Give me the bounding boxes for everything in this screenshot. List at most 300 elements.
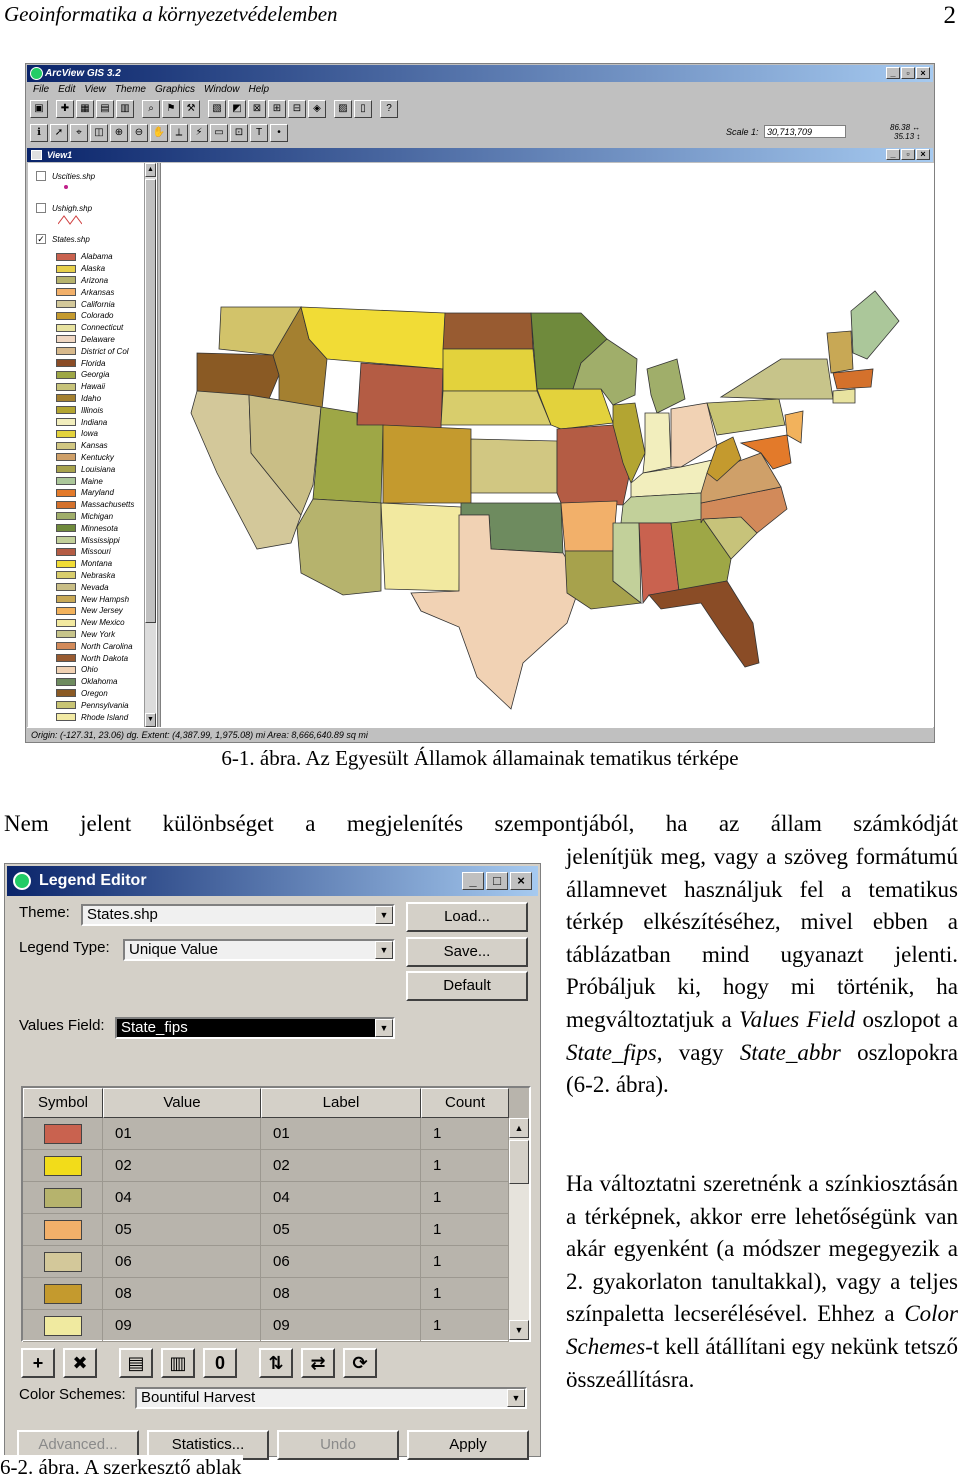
- state-swatch: [56, 265, 76, 273]
- state-swatch: [56, 465, 76, 473]
- pointer-icon[interactable]: ➚: [50, 124, 68, 142]
- column-header-label[interactable]: Label: [261, 1088, 421, 1118]
- save-button[interactable]: Save...: [406, 937, 528, 967]
- label-cell-text: 08: [273, 1285, 290, 1302]
- state-swatch: [56, 630, 76, 638]
- status-bar: Origin: (-127.31, 23.06) dg. Extent: (4,387.99, 1,975.08) mi Area: 8,666,640.89 sq mi: [27, 727, 933, 741]
- view-minimize-button[interactable]: _: [886, 149, 900, 160]
- sort-ascending-icon[interactable]: ▤: [119, 1348, 153, 1378]
- state-legend-item: [56, 629, 115, 641]
- state-label: Rhode Island: [81, 712, 129, 722]
- paragraph-1-text: , vagy: [656, 1039, 724, 1065]
- table-row[interactable]: [23, 1150, 509, 1182]
- state-legend-item: [56, 581, 109, 593]
- legend-table-header: [23, 1088, 509, 1118]
- value-cell[interactable]: [103, 1278, 261, 1309]
- legend-type-value: Unique Value: [129, 941, 218, 958]
- state-legend-item: [56, 310, 113, 322]
- table-row[interactable]: [23, 1118, 509, 1150]
- draw-point-icon[interactable]: •: [270, 124, 288, 142]
- state-label: New Hampsh: [81, 594, 130, 604]
- value-cell-text: 05: [115, 1221, 132, 1238]
- undo-button[interactable]: Undo: [277, 1430, 399, 1460]
- state-label: Arizona: [81, 275, 109, 285]
- state-legend-item: [56, 251, 113, 263]
- legend-type-label: Legend Type:: [19, 939, 110, 956]
- map-display[interactable]: [160, 163, 934, 727]
- zoom-active-icon[interactable]: ◩: [228, 100, 246, 118]
- count-cell[interactable]: [421, 1310, 509, 1341]
- map-state-colorado: [383, 425, 471, 503]
- state-swatch: [56, 300, 76, 308]
- state-legend-item: [56, 475, 103, 487]
- state-legend-item: [56, 522, 118, 534]
- default-button[interactable]: Default: [406, 971, 528, 1001]
- state-swatch: [56, 430, 76, 438]
- legend-editor-title: Legend Editor: [39, 872, 147, 889]
- symbol-swatch[interactable]: [44, 1220, 82, 1240]
- state-label: Georgia: [81, 370, 110, 380]
- map-state-south-dakota: [443, 349, 537, 391]
- value-cell[interactable]: [103, 1118, 261, 1149]
- sort-descending-icon[interactable]: ▥: [161, 1348, 195, 1378]
- state-label: Nebraska: [81, 570, 116, 580]
- theme-ushigh[interactable]: [36, 203, 92, 213]
- locate-icon[interactable]: ⚑: [162, 100, 180, 118]
- null-values-icon[interactable]: 0: [203, 1348, 237, 1378]
- state-swatch: [56, 442, 76, 450]
- theme-name: States.shp: [52, 234, 90, 244]
- state-swatch: [56, 312, 76, 320]
- help-icon[interactable]: ?: [380, 100, 398, 118]
- line-symbol-icon: [58, 215, 82, 225]
- state-legend-item: [56, 334, 115, 346]
- state-swatch: [56, 394, 76, 402]
- emphasis-state-abbr: State_abbr: [739, 1039, 841, 1065]
- symbol-swatch[interactable]: [44, 1252, 82, 1272]
- dropdown-arrow-icon[interactable]: ▼: [375, 906, 393, 924]
- us-states-map: [161, 163, 935, 727]
- label-cell[interactable]: [261, 1182, 421, 1213]
- state-swatch: [56, 524, 76, 532]
- state-swatch: [56, 642, 76, 650]
- area-of-interest-icon[interactable]: ▭: [210, 124, 228, 142]
- scroll-up-arrow-icon[interactable]: ▲: [145, 163, 156, 177]
- emphasis-color-schemes: Color Schemes: [566, 1301, 958, 1359]
- theme-select[interactable]: [81, 904, 395, 926]
- zoom-out-tool-icon[interactable]: ⊖: [130, 124, 148, 142]
- emphasis-values-field: Values Field: [739, 1006, 856, 1032]
- state-swatch: [56, 654, 76, 662]
- state-legend-item: [56, 263, 105, 275]
- state-label: New York: [81, 629, 116, 639]
- table-row[interactable]: [23, 1246, 509, 1278]
- symbol-swatch[interactable]: [44, 1284, 82, 1304]
- state-label: Minnesota: [81, 523, 118, 533]
- state-swatch: [56, 701, 76, 709]
- paragraph-1-continued: [566, 841, 958, 1102]
- color-schemes-select[interactable]: [135, 1387, 527, 1409]
- value-cell-text: 06: [115, 1253, 132, 1270]
- arcview-titlebar: [27, 65, 933, 82]
- state-swatch: [56, 253, 76, 261]
- state-label: Nevada: [81, 582, 109, 592]
- state-legend-item: [56, 699, 129, 711]
- state-swatch: [56, 288, 76, 296]
- state-label: Indiana: [81, 417, 108, 427]
- query-builder-icon[interactable]: ⚒: [182, 100, 200, 118]
- legend-tools: [21, 1348, 377, 1378]
- state-legend-item: [56, 404, 103, 416]
- state-legend-item: [56, 499, 134, 511]
- measure-icon[interactable]: ⟂: [170, 124, 188, 142]
- view-close-button[interactable]: ×: [916, 149, 930, 160]
- tool-bar: [30, 124, 288, 144]
- legend-table-scrollbar[interactable]: [509, 1118, 529, 1340]
- button-bar: [30, 100, 398, 122]
- save-icon[interactable]: ▣: [30, 100, 48, 118]
- theme-uscities[interactable]: [36, 171, 95, 181]
- state-swatch: [56, 359, 76, 367]
- table-icon[interactable]: ▥: [116, 100, 134, 118]
- toc-scrollbar[interactable]: [144, 163, 156, 727]
- theme-states[interactable]: [36, 234, 90, 244]
- legend-type-select[interactable]: [123, 939, 395, 961]
- scroll-thumb[interactable]: [509, 1140, 529, 1184]
- label-cell[interactable]: [261, 1118, 421, 1149]
- theme-checkbox-checked[interactable]: ✓: [37, 234, 45, 244]
- hotlink-icon[interactable]: ⚡: [190, 124, 208, 142]
- symbol-swatch[interactable]: [44, 1188, 82, 1208]
- count-cell[interactable]: [421, 1214, 509, 1245]
- symbol-swatch[interactable]: [44, 1124, 82, 1144]
- dropdown-arrow-icon[interactable]: ▼: [375, 941, 393, 959]
- scroll-down-arrow-icon[interactable]: ▼: [509, 1320, 529, 1340]
- scale-label: Scale 1:: [726, 127, 759, 137]
- value-cell[interactable]: [103, 1150, 261, 1181]
- table-row[interactable]: [23, 1278, 509, 1310]
- color-schemes-value: Bountiful Harvest: [141, 1389, 256, 1406]
- state-legend-item: [56, 440, 108, 452]
- close-button[interactable]: ×: [510, 872, 532, 890]
- paragraph-1-first-line: Nem jelent különbséget a megjelenítés szempontjából, ha az állam számkódját: [4, 811, 958, 836]
- map-state-new-mexico: [381, 503, 461, 591]
- state-label: Florida: [81, 358, 106, 368]
- label-cell[interactable]: [261, 1150, 421, 1181]
- state-label: Louisiana: [81, 464, 116, 474]
- column-header-symbol[interactable]: Symbol: [23, 1088, 103, 1118]
- legend-table: [21, 1086, 531, 1342]
- label-cell[interactable]: [261, 1310, 421, 1341]
- count-cell-text: 1: [433, 1285, 442, 1302]
- scroll-up-arrow-icon[interactable]: ▲: [509, 1118, 529, 1138]
- state-legend-item: [56, 676, 117, 688]
- menu-window[interactable]: Window: [204, 84, 240, 95]
- state-legend-item: [56, 452, 114, 464]
- view-title: View1: [47, 150, 73, 160]
- cursor-coordinates: [890, 123, 920, 141]
- view-window-titlebar: [27, 148, 933, 162]
- delete-class-icon[interactable]: ✖: [63, 1348, 97, 1378]
- symbol-cell[interactable]: [23, 1214, 103, 1245]
- value-cell-text: 04: [115, 1189, 132, 1206]
- value-cell[interactable]: [103, 1182, 261, 1213]
- maximize-button[interactable]: □: [486, 872, 508, 890]
- zoom-out-icon[interactable]: ⊟: [288, 100, 306, 118]
- count-cell-text: 1: [433, 1253, 442, 1270]
- state-swatch: [56, 678, 76, 686]
- state-label: Hawaii: [81, 382, 106, 392]
- map-state-arkansas: [561, 501, 617, 551]
- menu-bar: [27, 82, 933, 98]
- scroll-down-arrow-icon[interactable]: ▼: [145, 713, 156, 727]
- state-label: Delaware: [81, 334, 115, 344]
- state-legend-item: [56, 322, 123, 334]
- theme-properties-icon[interactable]: ▦: [76, 100, 94, 118]
- paragraph-2-text: Ha változtatni szeretnénk a színkiosztásán a térképnek, akkor erre lehetőségünk van akár egyenként (a módszer megegyezik a 2. gyakorlaton tanultakkal), vagy a teljes színpaletta lecserélésével. Ehhez a: [566, 1171, 958, 1327]
- map-state-arizona: [297, 499, 381, 595]
- paragraph-2: [566, 1168, 958, 1396]
- paragraph-1-text: jelenítjük meg, vagy a szöveg formátumú államnevet használjuk fel a tematikus térkép elkészítéséhez, mivel ebben a táblázatban mind ugyanazt jelenti. Próbáljuk ki, hogy mi történik, ha megváltoztatjuk a: [566, 844, 958, 1032]
- values-field-label: Values Field:: [19, 1017, 105, 1034]
- state-swatch: [56, 406, 76, 414]
- state-swatch: [56, 548, 76, 556]
- theme-select-value: States.shp: [87, 906, 158, 923]
- state-swatch: [56, 383, 76, 391]
- zoom-full-icon[interactable]: ▧: [208, 100, 226, 118]
- statistics-button[interactable]: Statistics...: [147, 1430, 269, 1460]
- state-swatch: [56, 607, 76, 615]
- maximize-button[interactable]: ▫: [901, 67, 915, 79]
- zoom-in-icon[interactable]: ⊞: [268, 100, 286, 118]
- symbol-cell[interactable]: [23, 1150, 103, 1181]
- label-cell-text: 09: [273, 1317, 290, 1334]
- menu-help[interactable]: Help: [248, 84, 270, 95]
- state-label: Montana: [81, 559, 113, 569]
- state-swatch: [56, 489, 76, 497]
- select-by-theme-icon[interactable]: ▨: [334, 100, 352, 118]
- state-label: Alaska: [81, 264, 106, 274]
- color-schemes-label: Color Schemes:: [19, 1386, 126, 1403]
- arcview-window: [25, 63, 935, 743]
- value-cell-text: 02: [115, 1157, 132, 1174]
- value-cell[interactable]: [103, 1214, 261, 1245]
- coord-y: 35.13 ↕: [894, 132, 921, 141]
- legend-editor-window: [4, 863, 541, 1457]
- state-legend-item: [56, 275, 108, 287]
- state-legend-item: [56, 511, 113, 523]
- state-label: Oklahoma: [81, 677, 118, 687]
- add-theme-icon[interactable]: ✚: [56, 100, 74, 118]
- figure-caption-2: 6-2. ábra. A szerkesztő ablak: [0, 1455, 242, 1479]
- state-swatch: [56, 335, 76, 343]
- theme-checkbox[interactable]: [36, 171, 46, 181]
- reset-symbols-icon[interactable]: ⟳: [343, 1348, 377, 1378]
- map-state-pennsylvania: [707, 399, 785, 435]
- dropdown-arrow-icon[interactable]: ▼: [375, 1019, 393, 1037]
- state-swatch: [56, 453, 76, 461]
- state-swatch: [56, 512, 76, 520]
- theme-checkbox[interactable]: [36, 203, 46, 213]
- label-cell-text: 06: [273, 1253, 290, 1270]
- state-legend-item: [56, 381, 105, 393]
- state-label: Arkansas: [81, 287, 115, 297]
- state-swatch: [56, 418, 76, 426]
- state-swatch: [56, 689, 76, 697]
- map-state-connecticut: [833, 389, 855, 403]
- map-state-maine: [851, 291, 899, 359]
- state-legend-item: [56, 546, 111, 558]
- state-label: Missouri: [81, 547, 111, 557]
- state-label: Ohio: [81, 665, 98, 675]
- count-cell-text: 1: [433, 1189, 442, 1206]
- state-label: Kentucky: [81, 452, 114, 462]
- count-cell[interactable]: [421, 1278, 509, 1309]
- close-button[interactable]: ×: [916, 67, 930, 79]
- label-cell[interactable]: [261, 1278, 421, 1309]
- column-header-value[interactable]: Value: [103, 1088, 261, 1118]
- menu-graphics[interactable]: Graphics: [154, 84, 195, 95]
- state-swatch: [56, 324, 76, 332]
- table-row[interactable]: [23, 1214, 509, 1246]
- state-label: North Dakota: [81, 653, 129, 663]
- symbol-palette-icon[interactable]: ⇄: [301, 1348, 335, 1378]
- apply-button[interactable]: Apply: [407, 1430, 529, 1460]
- state-legend-item: [56, 298, 115, 310]
- find-icon[interactable]: ⌕: [142, 100, 160, 118]
- value-cell[interactable]: [103, 1310, 261, 1341]
- minimize-button[interactable]: _: [886, 67, 900, 79]
- state-legend-item: [56, 593, 129, 605]
- state-label: New Jersey: [81, 606, 123, 616]
- column-header-count[interactable]: Count: [421, 1088, 509, 1118]
- dropdown-arrow-icon[interactable]: ▼: [507, 1389, 525, 1407]
- map-state-north-dakota: [443, 313, 533, 349]
- state-swatch: [56, 595, 76, 603]
- scale-input[interactable]: 30,713,709: [764, 125, 846, 138]
- add-class-icon[interactable]: +: [21, 1348, 55, 1378]
- symbol-cell[interactable]: [23, 1182, 103, 1213]
- state-legend-item: [56, 357, 105, 369]
- state-swatch: [56, 560, 76, 568]
- map-state-wyoming: [357, 363, 443, 429]
- coord-x: 86.38 ↔: [890, 123, 921, 132]
- symbol-cell[interactable]: [23, 1278, 103, 1309]
- values-field-select[interactable]: [115, 1017, 395, 1039]
- state-swatch: [56, 536, 76, 544]
- menu-edit[interactable]: Edit: [58, 84, 76, 95]
- count-cell[interactable]: [421, 1150, 509, 1181]
- menu-file[interactable]: File: [33, 84, 50, 95]
- map-state-new-york: [721, 359, 833, 399]
- state-label: California: [81, 299, 115, 309]
- load-button[interactable]: Load...: [406, 902, 528, 932]
- clear-selection-icon[interactable]: ▯: [354, 100, 372, 118]
- count-cell[interactable]: [421, 1118, 509, 1149]
- label-cell-text: 01: [273, 1125, 290, 1142]
- legend-editor-titlebar: [7, 866, 538, 896]
- symbol-swatch[interactable]: [44, 1316, 82, 1336]
- advanced-button[interactable]: Advanced...: [17, 1430, 139, 1460]
- pan-icon[interactable]: ✋: [150, 124, 168, 142]
- state-label: Maryland: [81, 488, 114, 498]
- identify-icon[interactable]: ℹ: [30, 124, 48, 142]
- zoom-in-tool-icon[interactable]: ⊕: [110, 124, 128, 142]
- state-legend-item: [56, 286, 114, 298]
- state-legend-item: [56, 711, 128, 723]
- theme-name: Uscities.shp: [52, 171, 96, 181]
- count-cell-text: 1: [433, 1221, 442, 1238]
- count-cell[interactable]: [421, 1246, 509, 1277]
- label-cell[interactable]: [261, 1214, 421, 1245]
- state-legend-item: [56, 652, 128, 664]
- text-icon[interactable]: T: [250, 124, 268, 142]
- state-swatch: [56, 619, 76, 627]
- label-cell-text: 05: [273, 1221, 290, 1238]
- state-label: District of Col: [81, 346, 129, 356]
- zoom-selected-icon[interactable]: ⊠: [248, 100, 266, 118]
- state-swatch: [56, 347, 76, 355]
- state-legend-item: [56, 345, 129, 357]
- state-legend-item: [56, 558, 112, 570]
- paragraph-1-text: oszlopokra (6-2. ábra).: [566, 1039, 959, 1098]
- value-cell[interactable]: [103, 1246, 261, 1277]
- state-swatch: [56, 477, 76, 485]
- symbol-cell[interactable]: [23, 1118, 103, 1149]
- value-cell-text: 09: [115, 1317, 132, 1334]
- scroll-thumb[interactable]: [145, 179, 156, 623]
- state-label: Colorado: [81, 311, 114, 321]
- count-cell-text: 1: [433, 1125, 442, 1142]
- state-label: Pennsylvania: [81, 700, 129, 710]
- symbol-cell[interactable]: [23, 1310, 103, 1341]
- label-icon[interactable]: ⊡: [230, 124, 248, 142]
- menu-view[interactable]: View: [84, 84, 106, 95]
- vertex-edit-icon[interactable]: ⌖: [70, 124, 88, 142]
- legend-editor-icon[interactable]: ▤: [96, 100, 114, 118]
- value-cell-text: 01: [115, 1125, 132, 1142]
- minimize-button[interactable]: _: [462, 872, 484, 890]
- state-swatch: [56, 713, 76, 721]
- count-cell[interactable]: [421, 1182, 509, 1213]
- map-state-michigan: [647, 359, 685, 413]
- state-legend-item: [56, 393, 101, 405]
- table-row[interactable]: [23, 1310, 509, 1342]
- state-legend-item: [56, 463, 115, 475]
- symbol-cell[interactable]: [23, 1246, 103, 1277]
- state-label: North Carolina: [81, 641, 133, 651]
- label-cell-text: 04: [273, 1189, 290, 1206]
- map-state-indiana: [643, 413, 671, 473]
- state-swatch: [56, 571, 76, 579]
- zoom-previous-icon[interactable]: ◈: [308, 100, 326, 118]
- state-label: New Mexico: [81, 618, 125, 628]
- figure-caption-1: 6-1. ábra. Az Egyesült Államok államainak tematikus térképe: [221, 746, 739, 770]
- select-feature-icon[interactable]: ◫: [90, 124, 108, 142]
- state-legend-item: [56, 640, 133, 652]
- paragraph-1-text: oszlopot a: [862, 1006, 959, 1032]
- menu-theme[interactable]: Theme: [114, 84, 146, 95]
- map-state-kansas: [471, 439, 557, 493]
- view-maximize-button[interactable]: ▫: [901, 149, 915, 160]
- symbol-swatch[interactable]: [44, 1156, 82, 1176]
- flip-symbols-icon[interactable]: ⇅: [259, 1348, 293, 1378]
- count-cell-text: 1: [433, 1317, 442, 1334]
- label-cell[interactable]: [261, 1246, 421, 1277]
- state-label: Mississippi: [81, 535, 120, 545]
- table-row[interactable]: [23, 1182, 509, 1214]
- state-label: Alabama: [81, 252, 113, 262]
